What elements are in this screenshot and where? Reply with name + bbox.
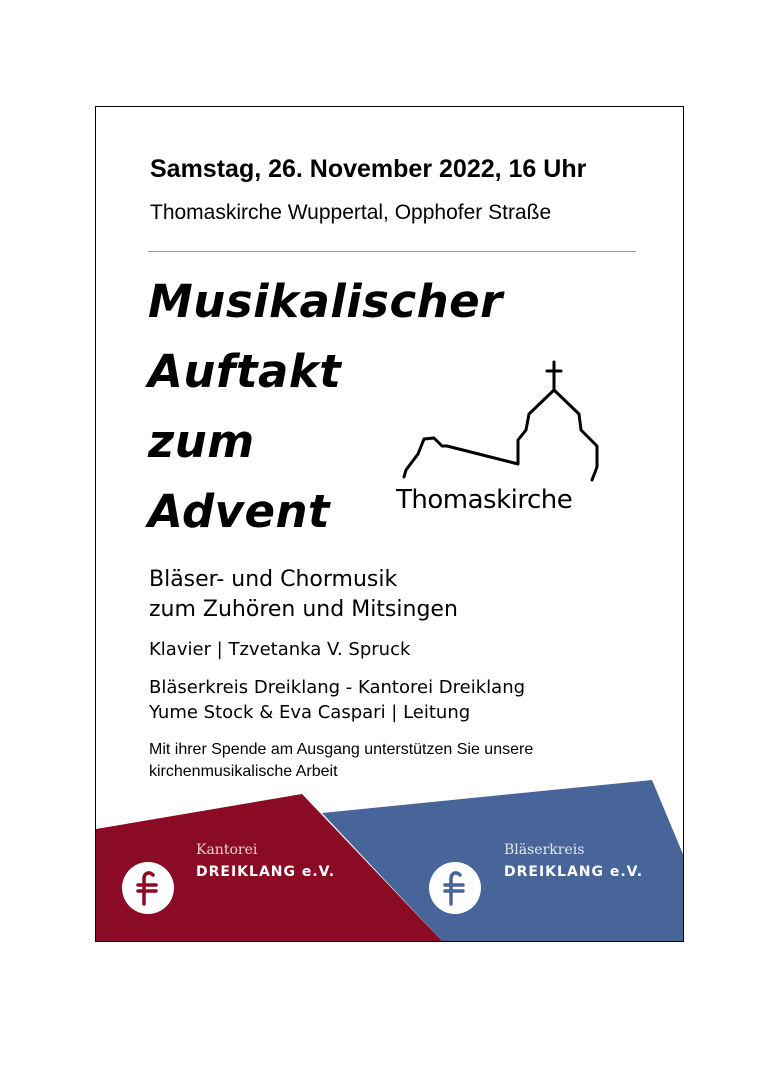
kantorei-logo [122,862,174,914]
program-subtitle-line-1: Bläser- und Chormusik [149,567,398,592]
poster [95,106,684,942]
program-subtitle-line-2: zum Zuhören und Mitsingen [149,597,458,622]
divider [148,251,636,252]
event-venue: Thomaskirche Wuppertal, Opphofer Straße [150,201,552,224]
blaeserkreis-logo [429,862,481,914]
f-clef-logo-icon [429,862,481,914]
piano-credit: Klavier | Tzvetanka V. Spruck [149,639,411,660]
title-line-4: Advent [148,485,331,538]
blaeserkreis-name-bottom: DREIKLANG e.V. [504,864,644,880]
conductors-credit: Yume Stock & Eva Caspari | Leitung [149,702,471,723]
title-line-2: Auftakt [148,345,342,398]
title-line-3: zum [148,415,255,468]
title-line-1: Musikalischer [148,275,503,328]
blaeserkreis-name-top: Bläserkreis [504,842,585,858]
kantorei-name-bottom: DREIKLANG e.V. [196,864,336,880]
donation-note-line-1: Mit ihrer Spende am Ausgang unterstützen Sie unsere [149,741,534,758]
church-logo-label: Thomaskirche [396,485,573,515]
donation-note-line-2: kirchenmusikalische Arbeit [149,763,338,780]
ensembles-credit: Bläserkreis Dreiklang - Kantorei Dreiklang [149,677,526,698]
kantorei-name-top: Kantorei [196,842,258,858]
f-clef-logo-icon [122,862,174,914]
church-outline-icon [396,352,606,502]
event-date-time: Samstag, 26. November 2022, 16 Uhr [150,155,587,183]
